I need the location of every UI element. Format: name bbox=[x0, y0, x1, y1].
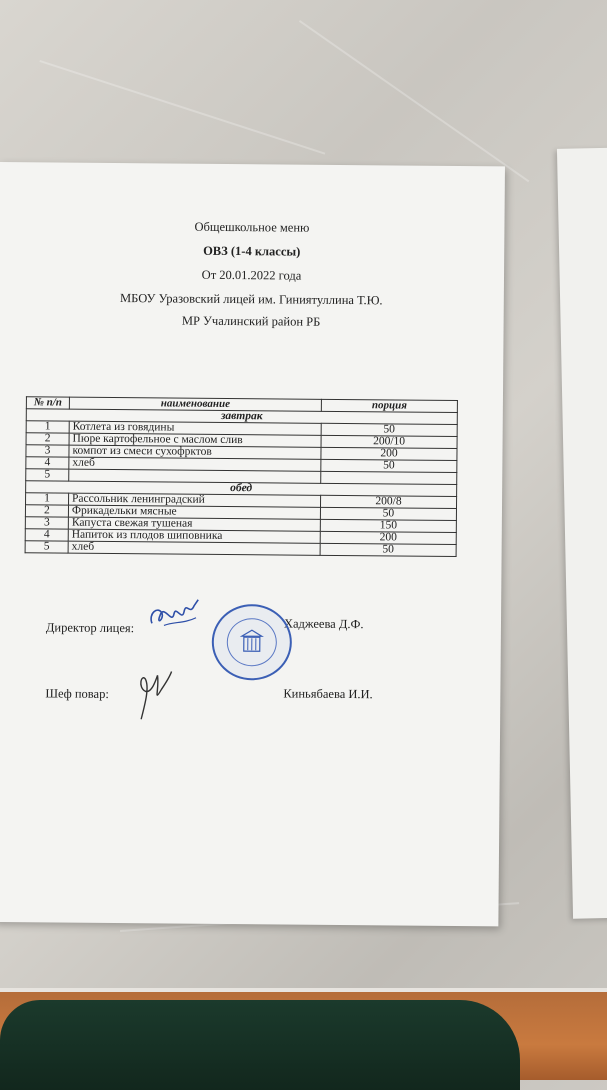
row-number: 2 bbox=[26, 433, 69, 445]
header-portion: порция bbox=[321, 399, 457, 412]
row-portion: 50 bbox=[321, 459, 457, 472]
chef-name: Киньябаева И.И. bbox=[283, 686, 372, 702]
menu-title: Общешкольное меню bbox=[0, 218, 504, 237]
row-dish: хлеб bbox=[69, 457, 321, 471]
row-number: 1 bbox=[26, 493, 69, 505]
row-portion: 200 bbox=[321, 447, 457, 460]
row-portion: 50 bbox=[321, 423, 457, 436]
row-number: 5 bbox=[26, 469, 69, 481]
row-number: 3 bbox=[26, 445, 69, 457]
director-label: Директор лицея: bbox=[46, 620, 134, 636]
row-portion: 50 bbox=[320, 543, 456, 556]
menu-subtitle: ОВЗ (1-4 классы) bbox=[0, 242, 504, 261]
adjacent-paper-sheet bbox=[557, 147, 607, 919]
row-portion: 50 bbox=[320, 507, 456, 520]
row-number: 4 bbox=[26, 457, 69, 469]
director-name: Хаджеева Д.Ф. bbox=[284, 616, 364, 632]
school-name: МБОУ Уразовский лицей им. Гиниятуллина Т.Ю. bbox=[0, 290, 504, 309]
lunch-label: обед bbox=[26, 481, 457, 497]
row-number: 5 bbox=[25, 541, 68, 553]
row-dish: Котлета из говядины bbox=[69, 421, 321, 435]
chef-signature-icon bbox=[131, 663, 178, 723]
row-number: 4 bbox=[25, 529, 68, 541]
row-dish: Пюре картофельное с маслом слив bbox=[69, 433, 321, 447]
menu-date: От 20.01.2022 года bbox=[0, 266, 504, 285]
menu-table bbox=[25, 396, 458, 557]
row-dish: хлеб bbox=[68, 541, 320, 555]
green-clothing bbox=[0, 1000, 520, 1090]
row-portion: 150 bbox=[320, 519, 456, 532]
row-dish: Капуста свежая тушеная bbox=[68, 517, 320, 531]
chef-label: Шеф повар: bbox=[45, 686, 109, 702]
breakfast-label: завтрак bbox=[26, 409, 457, 425]
header-number: № п/п bbox=[26, 397, 69, 409]
row-dish: Рассольник ленинградский bbox=[69, 493, 321, 507]
row-dish: Фрикадельки мясные bbox=[68, 505, 320, 519]
director-signature-icon bbox=[144, 595, 204, 636]
row-number: 2 bbox=[25, 505, 68, 517]
row-dish: компот из смеси сухофрктов bbox=[69, 445, 321, 459]
district-name: МР Учалинский район РБ bbox=[0, 312, 504, 331]
row-number: 1 bbox=[26, 421, 69, 433]
row-dish: Напиток из плодов шиповника bbox=[68, 529, 320, 543]
row-number: 3 bbox=[25, 517, 68, 529]
menu-sheet bbox=[0, 162, 505, 926]
table-row bbox=[25, 541, 456, 557]
header-name: наименование bbox=[69, 397, 321, 411]
row-portion: 200 bbox=[320, 531, 456, 544]
school-seal-icon bbox=[211, 604, 292, 681]
row-portion: 200/8 bbox=[320, 495, 456, 508]
row-portion: 200/10 bbox=[321, 435, 457, 448]
